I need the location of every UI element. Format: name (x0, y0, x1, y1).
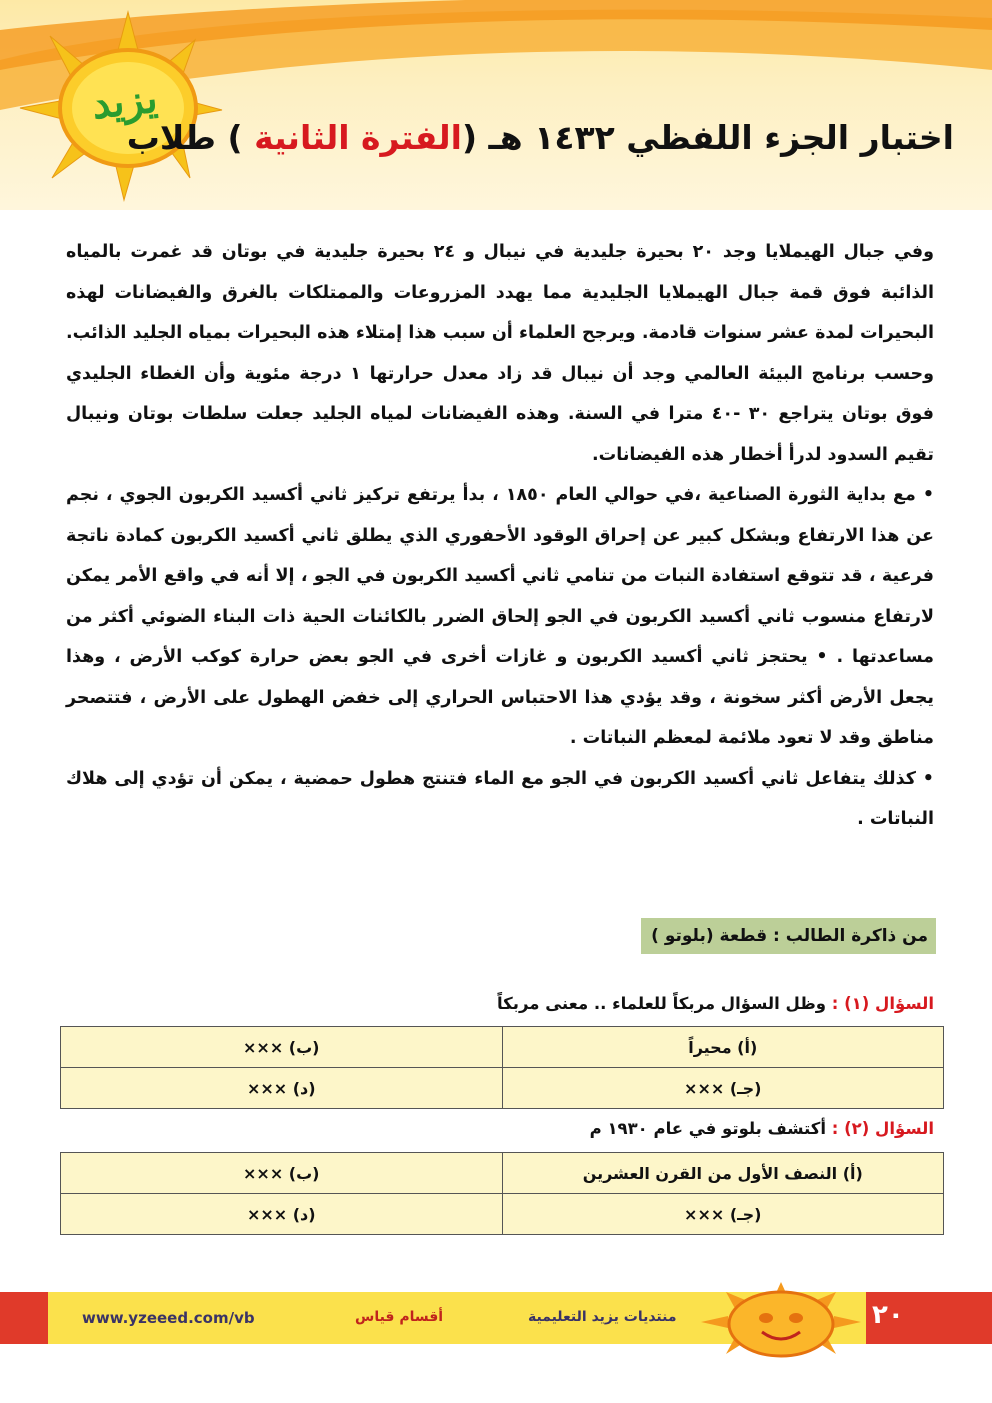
page-header (0, 0, 992, 210)
q1-option-b[interactable]: (ب) ××× (61, 1027, 503, 1068)
page-footer (0, 1290, 992, 1350)
title-highlight: الفترة الثانية (254, 118, 462, 157)
title-suffix: ) طلاب (126, 118, 255, 157)
passage (66, 232, 934, 840)
paragraph-2: • مع بداية الثورة الصناعية ،في حوالي العام ١٨٥٠ ، بدأ يرتفع تركيز ثاني أكسيد الكربون الجوي ، نجم عن هذا الارتفاع وبشكل كبير عن إحراق الوقود الأحفوري الذي يطلق ثاني أكسيد الكربون كمادة ناتجة فرعية ، قد تتوقع استفادة النبات من تنامي ثاني أكسيد الكربون في الجو ، إلا أنه في واقع الأمر يمكن لارتفاع منسوب ثاني أكسيد الكربون في الجو إلحاق الضرر بالكائنات الحية ذات البناء الضوئي أكثر من مساعدتها . • يحتجز ثاني أكسيد الكربون و غازات أخرى في الجو بعض حرارة كوكب الأرض ، وهذا يجعل الأرض أكثر سخونة ، وقد يؤدي هذا الاحتباس الحراري إلى خفض الهطول على الأرض ، فتتصحر مناطق وقد لا تعود ملائمة لمعظم النباتات . (66, 485, 935, 748)
footer-accent-left (0, 1292, 48, 1344)
paragraph-1: وفي جبال الهيملايا وجد ٢٠ بحيرة جليدية في نيبال و ٢٤ بحيرة جليدية في بوتان قد غمرت بالمياه الذائبة فوق قمة جبال الهيملايا الجليدية مما يهدد المزروعات والممتلكات بالغرق والفيضانات لهذه البحيرات لمدة عشر سنوات قادمة. ويرجح العلماء أن سبب هذا إمتلاء هذه البحيرات بمياه الجليد الذائب. وحسب برنامج البيئة العالمي وجد أن نيبال قد زاد معدل حرارتها ١ درجة مئوية وأن الغطاء الجليدي فوق بوتان يتراجع ٣٠ -٤٠ مترا في السنة. وهذه الفيضانات لمياه الجليد جعلت سلطات بوتان ونيبال تقيم السدود لدرأ أخطار هذه الفيضانات. (66, 242, 934, 465)
footer-forum: منتديات يزيد التعليمية (528, 1309, 677, 1325)
logo: يزيد (89, 74, 160, 129)
q2-option-b[interactable]: (ب) ××× (61, 1153, 503, 1194)
question-1-options (60, 1026, 944, 1109)
q1-option-d[interactable]: (د) ××× (61, 1068, 503, 1109)
footer-url[interactable]: www.yzeeed.com/vb (82, 1309, 255, 1327)
question-1 (497, 994, 934, 1013)
question-2-label: السؤال (٢) : (831, 1119, 934, 1138)
q2-option-a[interactable]: (أ) النصف الأول من القرن العشرين (502, 1153, 944, 1194)
q1-option-c[interactable]: (جـ) ××× (502, 1068, 944, 1109)
sun-mascot-icon (696, 1282, 866, 1362)
q1-option-a[interactable]: (أ) محيراً (502, 1027, 944, 1068)
question-2 (590, 1119, 934, 1138)
page-number: ٢٠ (872, 1300, 904, 1330)
question-1-label: السؤال (١) : (831, 994, 934, 1013)
paragraph-3: • كذلك يتفاعل ثاني أكسيد الكربون في الجو مع الماء فتنتج هطول حمضية ، يمكن أن تؤدي إلى هلاك النباتات . (66, 768, 934, 829)
question-2-text: أكتشف بلوتو في عام ١٩٣٠ م (589, 1119, 832, 1138)
question-2-options (60, 1152, 944, 1235)
footer-section: أقسام قياس (355, 1309, 444, 1325)
q2-option-d[interactable]: (د) ××× (61, 1194, 503, 1235)
title-prefix: اختبار الجزء اللفظي ١٤٣٢ هـ ( (461, 118, 954, 157)
page-title (127, 118, 954, 157)
memo-label: من ذاكرة الطالب : قطعة (بلوتو ) (641, 918, 936, 954)
question-1-text: وظل السؤال مربكاً للعلماء .. معنى مربكاً (496, 994, 832, 1013)
q2-option-c[interactable]: (جـ) ××× (502, 1194, 944, 1235)
